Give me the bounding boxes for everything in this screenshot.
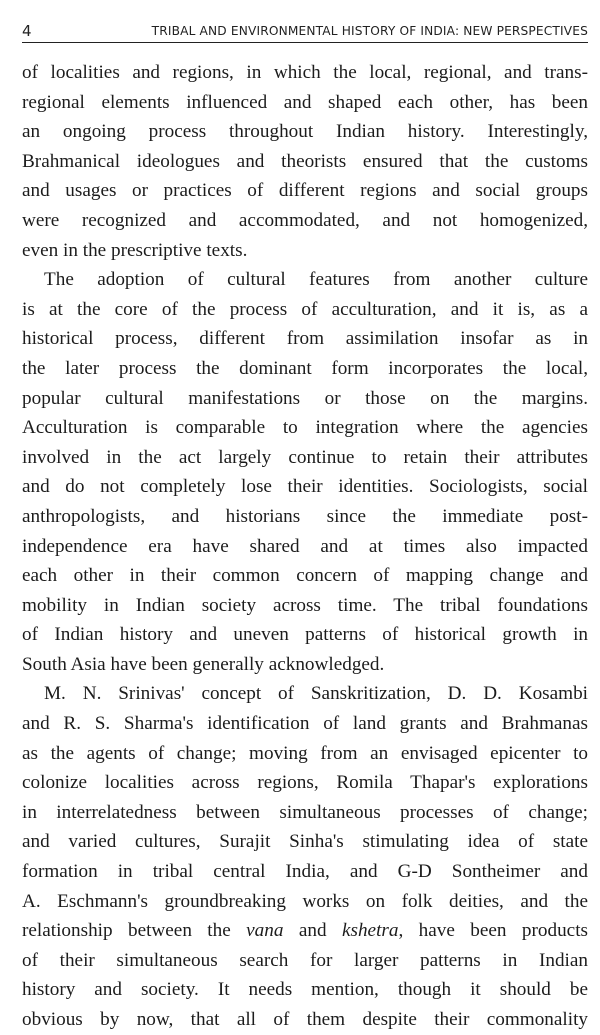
text-line: involved in the act largely continue to retain their attributes <box>22 446 588 468</box>
text-line: and R. S. Sharma's identification of land grants and Brahmanas <box>22 713 588 735</box>
text-line: Brahmanical ideologues and theorists ensured that the customs <box>22 150 588 172</box>
text-line: the later process the dominant form incorporates the local, <box>22 357 588 379</box>
text-line: each other in their common concern of mapping change and <box>22 565 588 587</box>
text-fragment: relationship between the <box>22 920 247 942</box>
text-line: and usages or practices of different regions and social groups <box>22 180 588 202</box>
text-line: and varied cultures, Surajit Sinha's stimulating idea of state <box>22 831 588 853</box>
text-line: of localities and regions, in which the local, regional, and trans- <box>22 62 588 83</box>
text-line: regional elements influenced and shaped each other, has been <box>22 91 588 113</box>
italic-term-kshetra: kshetra <box>341 920 399 942</box>
text-line: even in the prescriptive texts. <box>22 239 248 261</box>
text-line: in interrelatedness between simultaneous processes of change; <box>22 801 588 823</box>
body-text <box>22 58 588 1035</box>
text-line: colonize localities across regions, Romila Thapar's explorations <box>22 772 588 794</box>
text-line: independence era have shared and at times also impacted <box>22 535 588 557</box>
text-line: anthropologists, and historians since the immediate post- <box>22 505 588 527</box>
text-line: is at the core of the process of acculturation, and it is, as a <box>22 298 588 320</box>
text-line: mobility in Indian society across time. The tribal foundations <box>22 594 588 616</box>
text-line: an ongoing process throughout Indian history. Interestingly, <box>22 121 588 143</box>
text-line: of their simultaneous search for larger patterns in Indian <box>22 949 588 971</box>
text-line: M. N. Srinivas' concept of Sanskritization, D. D. Kosambi <box>44 683 588 705</box>
text-line: historical process, different from assimilation insofar as in <box>22 328 588 350</box>
text-line: as the agents of change; moving from an envisaged epicenter to <box>22 742 588 764</box>
text-line: Acculturation is comparable to integration where the agencies <box>22 417 588 439</box>
text-line: and do not completely lose their identities. Sociologists, social <box>22 476 588 498</box>
running-header-title: TRIBAL AND ENVIRONMENTAL HISTORY OF INDIA: NEW PERSPECTIVES <box>151 24 588 38</box>
text-line: were recognized and accommodated, and not homogenized, <box>22 209 588 231</box>
paragraph-1 <box>22 58 588 265</box>
text-line: formation in tribal central India, and G-D Sontheimer and <box>22 861 588 883</box>
text-line: history and society. It needs mention, though it should be <box>22 979 588 1001</box>
text-line: South Asia have been generally acknowledged. <box>22 653 385 675</box>
text-fragment: and <box>283 920 342 942</box>
text-line: The adoption of cultural features from another culture <box>44 269 588 291</box>
page-number: 4 <box>22 22 32 40</box>
text-line: obvious by now, that all of them despite their commonality <box>22 1009 588 1030</box>
text-line: of Indian history and uneven patterns of historical growth in <box>22 624 588 646</box>
text-line-with-italic-terms <box>22 916 588 946</box>
italic-term-vana: vana <box>246 920 284 942</box>
text-line: A. Eschmann's groundbreaking works on folk deities, and the <box>22 890 588 912</box>
paragraph-3 <box>22 679 588 1034</box>
text-line: popular cultural manifestations or those on the margins. <box>22 387 588 409</box>
text-fragment: , have been products <box>398 920 588 942</box>
running-header <box>22 20 588 43</box>
paragraph-2 <box>22 265 588 679</box>
